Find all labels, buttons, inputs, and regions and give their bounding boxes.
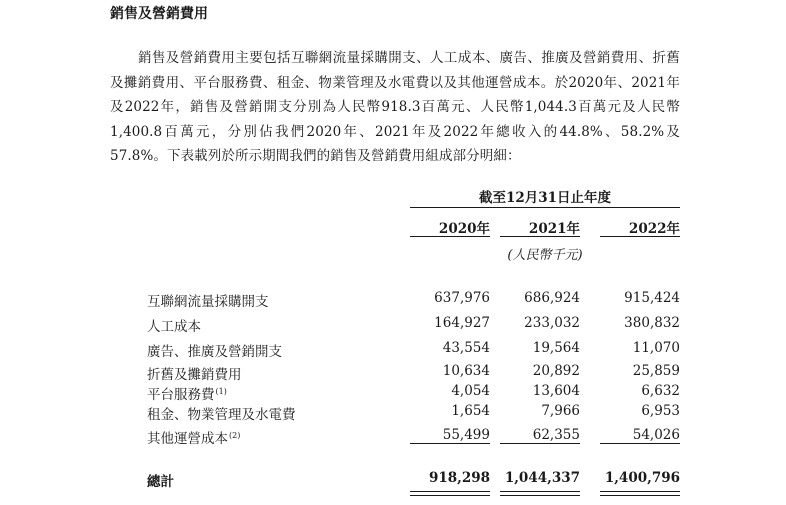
subtotal-rule-2020 [410, 443, 490, 444]
row-label [147, 315, 201, 335]
table-cell: 233,032 [524, 315, 580, 331]
footnote-marker: (1) [215, 387, 227, 396]
total-2020: 918,298 [428, 470, 490, 486]
body-paragraph: 銷售及營銷費用主要包括互聯網流量採購開支、人工成本、廣告、推廣及營銷費用、折舊及攤銷費用、平台服務費、租金、物業管理及水電費以及其他運營成本。於2020年、2021年及2022年，銷售及營銷開支分別為人民幣918.3百萬元、人民幣1,044.3百萬元及人民幣1,400.8百萬元，分別佔我們2020年、2021年及2022年總收入的44.8%、58.2%及57.8%。下表載列於所示期間我們的銷售及營銷費用組成部分明細： [110, 50, 680, 164]
group-header-rule [410, 207, 680, 208]
year-header-2020: 2020年 [438, 221, 490, 237]
total-2022: 1,400,796 [604, 470, 680, 486]
table-cell: 6,632 [641, 383, 680, 399]
subtotal-rule-2022 [600, 443, 680, 444]
table-cell: 6,953 [641, 403, 680, 419]
subtotal-rule-2021 [500, 443, 580, 444]
table-cell: 915,424 [624, 290, 680, 306]
table-cell: 10,634 [442, 363, 490, 379]
total-double-rule-2021 [500, 491, 580, 496]
table-cell: 7,966 [541, 403, 580, 419]
table-cell: 380,832 [624, 315, 680, 331]
table-cell: 20,892 [532, 363, 580, 379]
table-cell: 43,554 [442, 340, 490, 356]
total-double-rule-2022 [600, 491, 680, 496]
row-label-text: 平台服務費 [147, 387, 215, 403]
table-unit: (人民幣千元) [507, 248, 583, 263]
total-label: 總計 [147, 474, 174, 490]
row-label [147, 427, 240, 447]
year-header-rule-2022 [600, 236, 680, 237]
footnote-marker: (2) [229, 431, 241, 440]
section-title: 銷售及營銷費用 [110, 6, 208, 22]
row-label-text: 其他運營成本 [147, 431, 228, 447]
row-label [147, 363, 242, 383]
table-cell: 54,026 [632, 427, 680, 443]
row-label [147, 290, 269, 310]
total-2021: 1,044,337 [504, 470, 580, 486]
table-cell: 4,054 [451, 383, 490, 399]
row-label-text: 折舊及攤銷費用 [147, 367, 242, 383]
row-label-text: 租金、物業管理及水電費 [147, 407, 296, 423]
year-header-rule-2021 [500, 236, 580, 237]
year-header-2021: 2021年 [528, 221, 580, 237]
table-cell: 686,924 [524, 290, 580, 306]
year-header-2022: 2022年 [628, 221, 680, 237]
row-label-text: 人工成本 [147, 319, 201, 335]
table-cell: 11,070 [632, 340, 680, 356]
table-cell: 13,604 [532, 383, 580, 399]
total-double-rule-2020 [410, 491, 490, 496]
table-cell: 1,654 [451, 403, 490, 419]
table-cell: 164,927 [434, 315, 490, 331]
table-cell: 19,564 [532, 340, 580, 356]
table-cell: 25,859 [632, 363, 680, 379]
row-label-text: 互聯網流量採購開支 [147, 294, 269, 310]
year-header-rule-2020 [410, 236, 490, 237]
row-label-text: 廣告、推廣及營銷開支 [147, 344, 282, 360]
row-label [147, 340, 282, 360]
table-group-header: 截至12月31日止年度 [478, 190, 612, 206]
table-cell: 55,499 [442, 427, 490, 443]
row-label [147, 403, 296, 423]
table-cell: 62,355 [532, 427, 580, 443]
row-label [147, 383, 227, 403]
table-cell: 637,976 [434, 290, 490, 306]
